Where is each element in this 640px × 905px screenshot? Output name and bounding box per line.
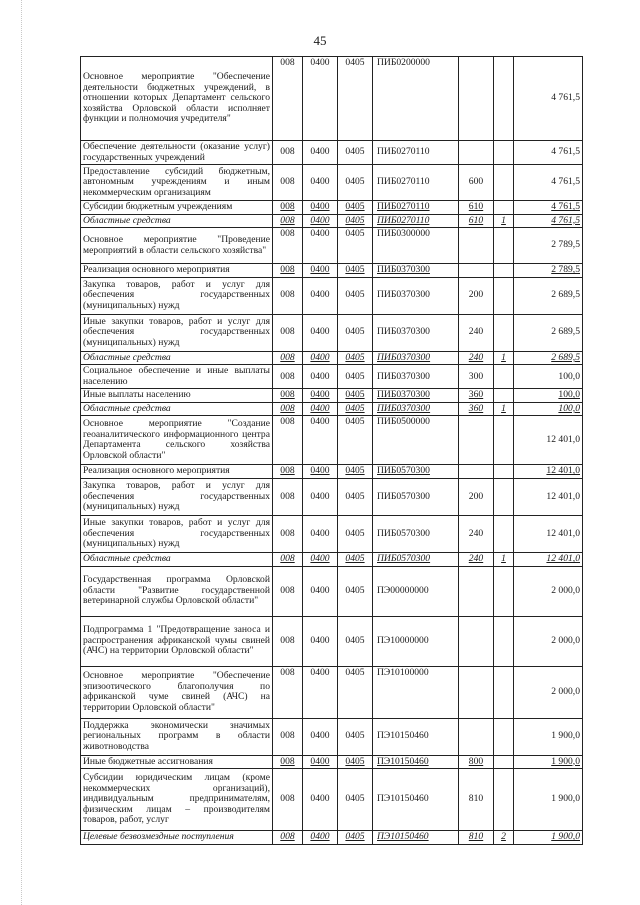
expense-type-code — [459, 718, 494, 755]
row-name: Государственная программа Орловской области "Развитие государственной ветеринарной службы Орловской области" — [81, 566, 273, 616]
amount: 12 401,0 — [514, 465, 583, 479]
target-article-code: ПЭ10150460 — [373, 718, 459, 755]
expense-type-code: 300 — [459, 365, 494, 389]
table-row — [81, 351, 583, 365]
amount: 1 900,0 — [514, 831, 583, 845]
funding-source-code — [494, 666, 514, 718]
table-row — [81, 228, 583, 264]
row-name: Предоставление субсидий бюджетным, автономным учреждениям и иным некоммерческим организациям — [81, 165, 273, 201]
funding-source-code — [494, 201, 514, 215]
section-code: 0400 — [303, 755, 338, 769]
amount: 2 689,5 — [514, 351, 583, 365]
subsection-code: 0405 — [338, 479, 373, 516]
funding-source-code — [494, 264, 514, 278]
target-article-code: ПИБ0570300 — [373, 479, 459, 516]
ved-code: 008 — [273, 141, 303, 165]
funding-source-code: 1 — [494, 553, 514, 567]
target-article-code: ПИБ0270110 — [373, 141, 459, 165]
subsection-code: 0405 — [338, 165, 373, 201]
ved-code: 008 — [273, 566, 303, 616]
page-number: 45 — [313, 33, 327, 48]
funding-source-code — [494, 755, 514, 769]
subsection-code: 0405 — [338, 141, 373, 165]
section-code: 0400 — [303, 351, 338, 365]
target-article-code: ПИБ0370300 — [373, 277, 459, 314]
amount: 2 000,0 — [514, 566, 583, 616]
amount: 4 761,5 — [514, 165, 583, 201]
table-row — [81, 214, 583, 228]
subsection-code: 0405 — [338, 365, 373, 389]
target-article-code: ПИБ0370300 — [373, 351, 459, 365]
ved-code: 008 — [273, 389, 303, 403]
ved-code: 008 — [273, 314, 303, 351]
table-row — [81, 365, 583, 389]
table-row — [81, 718, 583, 755]
table-row — [81, 264, 583, 278]
section-code: 0400 — [303, 831, 338, 845]
ved-code: 008 — [273, 277, 303, 314]
target-article-code: ПИБ0270110 — [373, 214, 459, 228]
row-name: Субсидии бюджетным учреждениям — [81, 201, 273, 215]
amount: 4 761,5 — [514, 141, 583, 165]
ved-code: 008 — [273, 479, 303, 516]
funding-source-code — [494, 314, 514, 351]
section-code: 0400 — [303, 141, 338, 165]
funding-source-code: 1 — [494, 351, 514, 365]
funding-source-code — [494, 228, 514, 264]
expense-type-code: 240 — [459, 351, 494, 365]
subsection-code: 0405 — [338, 465, 373, 479]
subsection-code: 0405 — [338, 351, 373, 365]
subsection-code: 0405 — [338, 214, 373, 228]
expense-type-code — [459, 141, 494, 165]
funding-source-code — [494, 365, 514, 389]
funding-source-code — [494, 389, 514, 403]
expense-type-code: 360 — [459, 389, 494, 403]
funding-source-code: 2 — [494, 831, 514, 845]
row-name: Областные средства — [81, 351, 273, 365]
target-article-code: ПЭ10100000 — [373, 666, 459, 718]
subsection-code: 0405 — [338, 389, 373, 403]
row-name: Основное мероприятие "Создание геоаналитического информационного центра Департамента сельского хозяйства Орловской области" — [81, 416, 273, 465]
amount: 4 761,5 — [514, 214, 583, 228]
row-name: Поддержка экономически значимых региональных программ в области животноводства — [81, 718, 273, 755]
section-code: 0400 — [303, 201, 338, 215]
binding-margin-line — [21, 0, 22, 905]
table-row — [81, 755, 583, 769]
ved-code: 008 — [273, 351, 303, 365]
subsection-code: 0405 — [338, 416, 373, 465]
section-code: 0400 — [303, 769, 338, 831]
section-code: 0400 — [303, 718, 338, 755]
table-row — [81, 769, 583, 831]
funding-source-code — [494, 479, 514, 516]
table-row — [81, 831, 583, 845]
table-row — [81, 165, 583, 201]
section-code: 0400 — [303, 553, 338, 567]
ved-code: 008 — [273, 165, 303, 201]
subsection-code: 0405 — [338, 553, 373, 567]
row-name: Областные средства — [81, 214, 273, 228]
ved-code: 008 — [273, 553, 303, 567]
table-row — [81, 465, 583, 479]
section-code: 0400 — [303, 389, 338, 403]
amount: 100,0 — [514, 365, 583, 389]
expense-type-code: 800 — [459, 755, 494, 769]
funding-source-code — [494, 566, 514, 616]
table-row — [81, 201, 583, 215]
subsection-code: 0405 — [338, 201, 373, 215]
row-name: Основное мероприятие "Проведение мероприятий в области сельского хозяйства" — [81, 228, 273, 264]
table-row — [81, 141, 583, 165]
target-article-code: ПИБ0500000 — [373, 416, 459, 465]
subsection-code: 0405 — [338, 402, 373, 416]
ved-code: 008 — [273, 755, 303, 769]
target-article-code: ПИБ0370300 — [373, 314, 459, 351]
funding-source-code — [494, 516, 514, 553]
subsection-code: 0405 — [338, 516, 373, 553]
row-name: Субсидии юридическим лицам (кроме некоммерческих организаций), индивидуальным предпринимателям, физическим лицам – производителям товаров, работ, услуг — [81, 769, 273, 831]
amount: 12 401,0 — [514, 553, 583, 567]
expense-type-code: 240 — [459, 314, 494, 351]
subsection-code: 0405 — [338, 314, 373, 351]
subsection-code: 0405 — [338, 755, 373, 769]
subsection-code: 0405 — [338, 228, 373, 264]
section-code: 0400 — [303, 479, 338, 516]
expense-type-code: 240 — [459, 553, 494, 567]
table-row — [81, 277, 583, 314]
row-name: Обеспечение деятельности (оказание услуг) государственных учреждений — [81, 141, 273, 165]
expense-type-code: 200 — [459, 277, 494, 314]
section-code: 0400 — [303, 264, 338, 278]
ved-code: 008 — [273, 616, 303, 666]
target-article-code: ПИБ0370300 — [373, 264, 459, 278]
amount: 1 900,0 — [514, 755, 583, 769]
target-article-code: ПИБ0270110 — [373, 201, 459, 215]
row-name: Областные средства — [81, 402, 273, 416]
target-article-code: ПИБ0370300 — [373, 389, 459, 403]
ved-code: 008 — [273, 402, 303, 416]
row-name: Иные закупки товаров, работ и услуг для обеспечения государственных (муниципальных) нужд — [81, 314, 273, 351]
funding-source-code — [494, 277, 514, 314]
section-code: 0400 — [303, 277, 338, 314]
ved-code: 008 — [273, 416, 303, 465]
row-name: Социальное обеспечение и иные выплаты населению — [81, 365, 273, 389]
section-code: 0400 — [303, 402, 338, 416]
funding-source-code — [494, 141, 514, 165]
amount: 4 761,5 — [514, 201, 583, 215]
ved-code: 008 — [273, 214, 303, 228]
target-article-code: ПЭ10150460 — [373, 769, 459, 831]
subsection-code: 0405 — [338, 831, 373, 845]
table-row — [81, 402, 583, 416]
amount: 2 000,0 — [514, 616, 583, 666]
section-code: 0400 — [303, 516, 338, 553]
expense-type-code — [459, 228, 494, 264]
table-row — [81, 416, 583, 465]
target-article-code: ПЭ10150460 — [373, 831, 459, 845]
table-row — [81, 666, 583, 718]
funding-source-code — [494, 718, 514, 755]
row-name: Областные средства — [81, 553, 273, 567]
amount: 100,0 — [514, 402, 583, 416]
ved-code: 008 — [273, 365, 303, 389]
row-name: Иные выплаты населению — [81, 389, 273, 403]
row-name: Иные бюджетные ассигнования — [81, 755, 273, 769]
section-code: 0400 — [303, 228, 338, 264]
amount: 2 689,5 — [514, 277, 583, 314]
funding-source-code — [494, 465, 514, 479]
amount: 12 401,0 — [514, 416, 583, 465]
expense-type-code: 610 — [459, 214, 494, 228]
budget-allocation-table — [80, 56, 583, 845]
expense-type-code: 240 — [459, 516, 494, 553]
amount: 4 761,5 — [514, 57, 583, 141]
ved-code: 008 — [273, 831, 303, 845]
funding-source-code: 1 — [494, 402, 514, 416]
target-article-code: ПЭ10150460 — [373, 755, 459, 769]
section-code: 0400 — [303, 666, 338, 718]
ved-code: 008 — [273, 201, 303, 215]
section-code: 0400 — [303, 214, 338, 228]
amount: 1 900,0 — [514, 718, 583, 755]
table-row — [81, 516, 583, 553]
ved-code: 008 — [273, 516, 303, 553]
expense-type-code: 360 — [459, 402, 494, 416]
row-name: Основное мероприятие "Обеспечение деятельности бюджетных учреждений, в отношении которых Департамент сельского хозяйства Орловской области исполняет функции и полномочия учредителя" — [81, 57, 273, 141]
expense-type-code — [459, 57, 494, 141]
row-name: Основное мероприятие "Обеспечение эпизоотического благополучия по африканской чуме свиней (АЧС) на территории Орловской области" — [81, 666, 273, 718]
expense-type-code — [459, 566, 494, 616]
subsection-code: 0405 — [338, 264, 373, 278]
ved-code: 008 — [273, 465, 303, 479]
expense-type-code — [459, 416, 494, 465]
subsection-code: 0405 — [338, 566, 373, 616]
target-article-code: ПИБ0570300 — [373, 465, 459, 479]
subsection-code: 0405 — [338, 718, 373, 755]
amount: 2 789,5 — [514, 264, 583, 278]
amount: 12 401,0 — [514, 516, 583, 553]
amount: 2 689,5 — [514, 314, 583, 351]
section-code: 0400 — [303, 465, 338, 479]
ved-code: 008 — [273, 228, 303, 264]
amount: 100,0 — [514, 389, 583, 403]
expense-type-code — [459, 666, 494, 718]
section-code: 0400 — [303, 416, 338, 465]
funding-source-code: 1 — [494, 214, 514, 228]
target-article-code: ПЭ00000000 — [373, 566, 459, 616]
table-row — [81, 57, 583, 141]
target-article-code: ПИБ0200000 — [373, 57, 459, 141]
funding-source-code — [494, 416, 514, 465]
subsection-code: 0405 — [338, 666, 373, 718]
funding-source-code — [494, 57, 514, 141]
table-row — [81, 389, 583, 403]
funding-source-code — [494, 165, 514, 201]
table-row — [81, 553, 583, 567]
target-article-code: ПИБ0300000 — [373, 228, 459, 264]
row-name: Целевые безвозмездные поступления — [81, 831, 273, 845]
expense-type-code — [459, 264, 494, 278]
subsection-code: 0405 — [338, 57, 373, 141]
amount: 1 900,0 — [514, 769, 583, 831]
ved-code: 008 — [273, 57, 303, 141]
expense-type-code — [459, 616, 494, 666]
ved-code: 008 — [273, 666, 303, 718]
section-code: 0400 — [303, 57, 338, 141]
amount: 2 789,5 — [514, 228, 583, 264]
subsection-code: 0405 — [338, 769, 373, 831]
expense-type-code: 810 — [459, 831, 494, 845]
section-code: 0400 — [303, 314, 338, 351]
target-article-code: ПИБ0370300 — [373, 402, 459, 416]
funding-source-code — [494, 616, 514, 666]
target-article-code: ПЭ10000000 — [373, 616, 459, 666]
section-code: 0400 — [303, 365, 338, 389]
table-row — [81, 479, 583, 516]
expense-type-code: 810 — [459, 769, 494, 831]
funding-source-code — [494, 769, 514, 831]
subsection-code: 0405 — [338, 616, 373, 666]
target-article-code: ПИБ0570300 — [373, 553, 459, 567]
section-code: 0400 — [303, 165, 338, 201]
row-name: Реализация основного мероприятия — [81, 465, 273, 479]
target-article-code: ПИБ0270110 — [373, 165, 459, 201]
row-name: Подпрограмма 1 "Предотвращение заноса и распространения африканской чумы свиней (АЧС) на территории Орловской области" — [81, 616, 273, 666]
section-code: 0400 — [303, 616, 338, 666]
row-name: Закупка товаров, работ и услуг для обеспечения государственных (муниципальных) нужд — [81, 277, 273, 314]
expense-type-code: 200 — [459, 479, 494, 516]
ved-code: 008 — [273, 769, 303, 831]
target-article-code: ПИБ0570300 — [373, 516, 459, 553]
ved-code: 008 — [273, 264, 303, 278]
subsection-code: 0405 — [338, 277, 373, 314]
table-row — [81, 616, 583, 666]
row-name: Реализация основного мероприятия — [81, 264, 273, 278]
table-row — [81, 314, 583, 351]
amount: 12 401,0 — [514, 479, 583, 516]
row-name: Закупка товаров, работ и услуг для обеспечения государственных (муниципальных) нужд — [81, 479, 273, 516]
target-article-code: ПИБ0370300 — [373, 365, 459, 389]
ved-code: 008 — [273, 718, 303, 755]
expense-type-code: 610 — [459, 201, 494, 215]
amount: 2 000,0 — [514, 666, 583, 718]
row-name: Иные закупки товаров, работ и услуг для обеспечения государственных (муниципальных) нужд — [81, 516, 273, 553]
expense-type-code: 600 — [459, 165, 494, 201]
table-row — [81, 566, 583, 616]
section-code: 0400 — [303, 566, 338, 616]
expense-type-code — [459, 465, 494, 479]
